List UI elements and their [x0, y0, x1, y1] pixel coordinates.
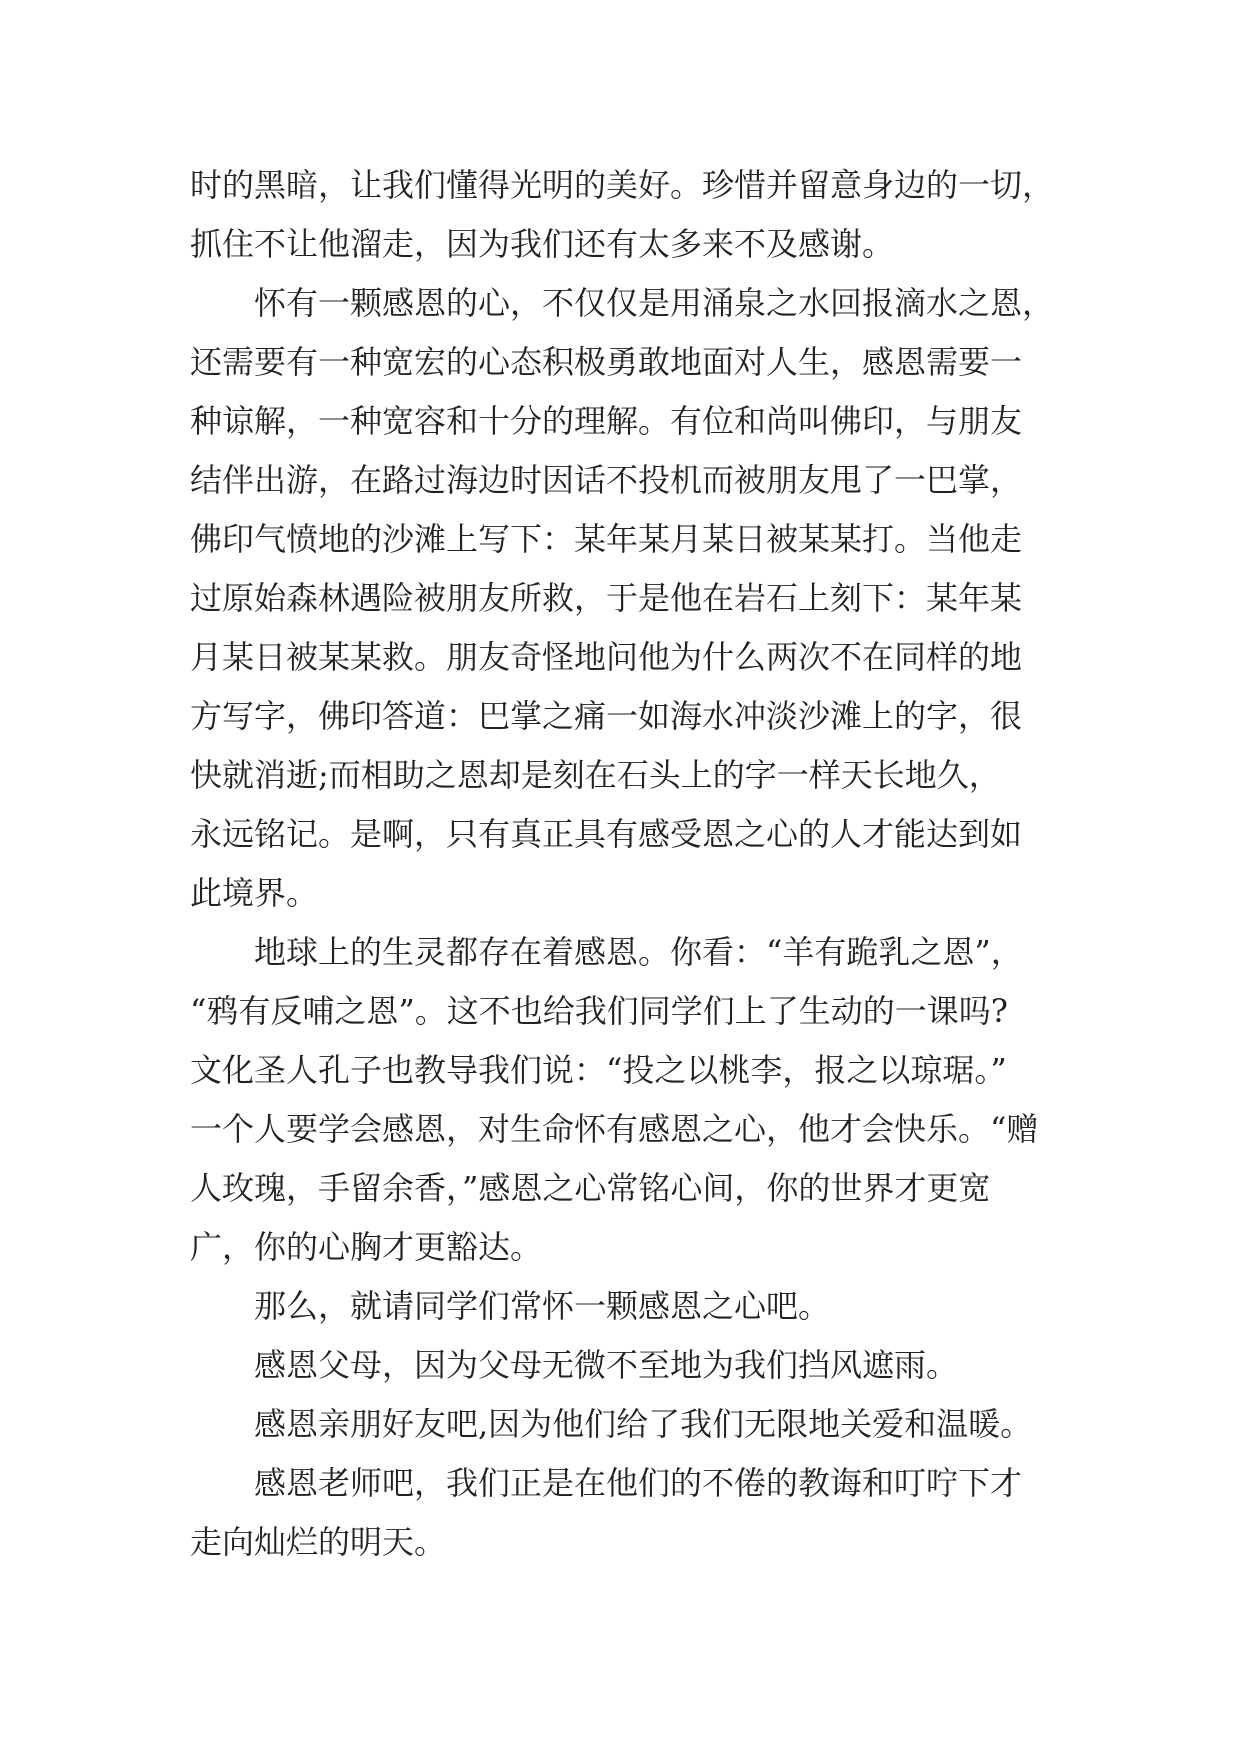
text-line: 佛印气愤地的沙滩上写下：某年某月某日被某某打。当他走	[190, 520, 1023, 558]
text-line: 感恩亲朋好友吧,因为他们给了我们无限地关爱和温暖。	[190, 1405, 1033, 1443]
text-line: 文化圣人孔子也教导我们说：“投之以桃李，报之以琼琚。”	[190, 1051, 1007, 1089]
text-line: 那么，就请同学们常怀一颗感恩之心吧。	[190, 1287, 831, 1325]
text-line: 种谅解，一种宽容和十分的理解。有位和尚叫佛印，与朋友	[190, 402, 1023, 440]
text-line: 走向灿烂的明天。	[190, 1523, 447, 1561]
text-line: 此境界。	[190, 874, 319, 912]
text-line: 结伴出游，在路过海边时因话不投机而被朋友甩了一巴掌，	[190, 461, 1023, 499]
document-body	[190, 156, 1070, 1572]
text-line: “鸦有反哺之恩”。这不也给我们同学们上了生动的一课吗?	[190, 992, 1008, 1030]
text-line: 月某日被某某救。朋友奇怪地问他为什么两次不在同样的地	[190, 638, 1023, 676]
text-line: 广，你的心胸才更豁达。	[190, 1228, 543, 1266]
text-line: 时的黑暗，让我们懂得光明的美好。珍惜并留意身边的一切，	[190, 166, 1055, 204]
text-line: 感恩老师吧，我们正是在他们的不倦的教诲和叮咛下才	[190, 1464, 1023, 1502]
text-line: 怀有一颗感恩的心，不仅仅是用涌泉之水回报滴水之恩，	[190, 284, 1055, 322]
text-line: 还需要有一种宽宏的心态积极勇敢地面对人生，感恩需要一	[190, 343, 1023, 381]
text-line: 抓住不让他溜走，因为我们还有太多来不及感谢。	[190, 225, 895, 263]
text-line: 地球上的生灵都存在着感恩。你看：“羊有跪乳之恩”，	[190, 933, 1023, 971]
text-line: 方写字，佛印答道：巴掌之痛一如海水冲淡沙滩上的字，很	[190, 697, 1023, 735]
text-line: 过原始森林遇险被朋友所救，于是他在岩石上刻下：某年某	[190, 579, 1023, 617]
text-line: 快就消逝;而相助之恩却是刻在石头上的字一样天长地久，	[190, 756, 1001, 794]
text-line: 感恩父母，因为父母无微不至地为我们挡风遮雨。	[190, 1346, 959, 1384]
text-line: 人玫瑰，手留余香，”感恩之心常铭心间，你的世界才更宽	[190, 1169, 991, 1207]
text-line: 永远铭记。是啊，只有真正具有感受恩之心的人才能达到如	[190, 815, 1023, 853]
text-line: 一个人要学会感恩，对生命怀有感恩之心，他才会快乐。“赠	[190, 1110, 1039, 1148]
